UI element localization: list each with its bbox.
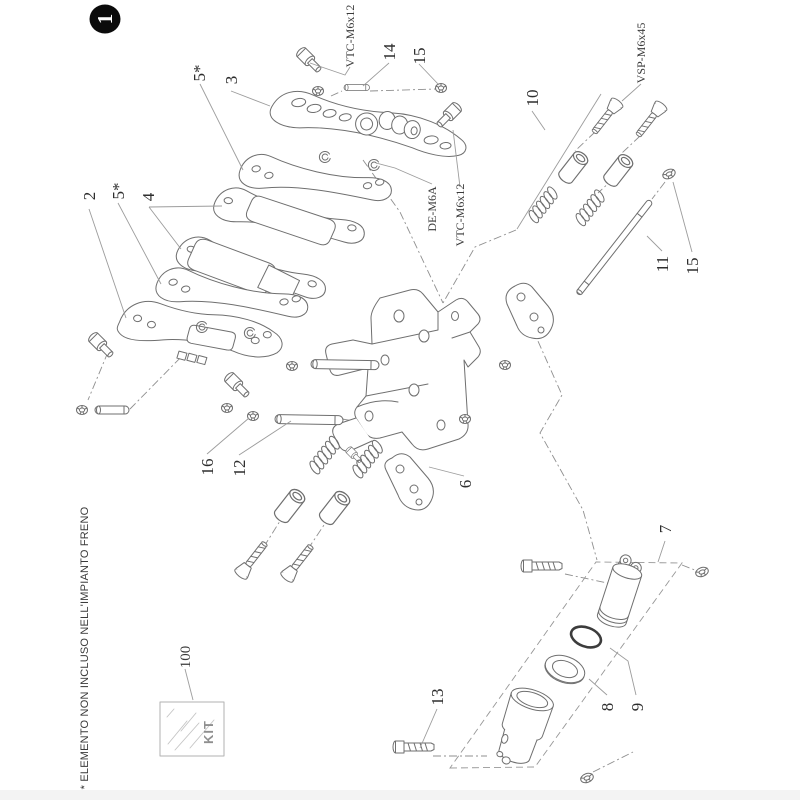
part-nut-left (77, 406, 88, 415)
part-screw-bottom-right (279, 541, 317, 584)
part-lever-plate (117, 301, 283, 366)
part-nut-16 (248, 412, 259, 421)
callout-2: 2 (80, 191, 99, 201)
callout-100: 100 (178, 645, 194, 669)
parts-artwork (77, 46, 710, 784)
part-piston-upper (595, 552, 646, 630)
callout-de-m6a: DE-M6A (425, 186, 439, 232)
callout-13: 13 (428, 688, 447, 706)
part-shim-plate-upper (238, 153, 392, 201)
callout-14: 14 (380, 43, 399, 61)
part-washer-15-rod (661, 167, 677, 180)
part-screw-13 (393, 741, 434, 753)
part-clip-de-m6a-right (368, 160, 379, 171)
callout-12: 12 (230, 459, 249, 477)
callout-15-top: 15 (410, 47, 429, 65)
part-nut-group7-right (694, 566, 709, 579)
callout-4: 4 (139, 192, 158, 202)
part-link-upper (506, 283, 553, 338)
callout-vtc-m6x12-top: VTC-M6x12 (343, 4, 357, 68)
part-nut-caliper-lower (460, 415, 471, 424)
part-bolt-lever (223, 371, 252, 400)
part-screw-group7 (521, 560, 562, 572)
page-footer-strip (0, 790, 800, 800)
group-10-bracket-line (517, 94, 601, 229)
part-pin-left (95, 406, 129, 414)
part-bolt-vtc-top (295, 46, 324, 75)
part-nut-pin-upper (287, 362, 298, 371)
callout-6: 6 (456, 479, 475, 489)
part-o-ring (568, 623, 604, 651)
callout-vsp-m6x45: VSP-M6x45 (634, 22, 648, 84)
figure-number-badge (90, 5, 121, 34)
callout-7: 7 (656, 524, 675, 534)
part-pin-14 (344, 85, 370, 91)
callout-8: 8 (598, 702, 617, 712)
callout-10: 10 (523, 89, 542, 107)
callout-3: 3 (222, 75, 241, 85)
callout-15-rod: 15 (683, 257, 702, 275)
part-pin-upper (311, 360, 379, 370)
part-screw-bottom-left (233, 538, 271, 581)
part-pad-plate-upper (211, 185, 368, 249)
part-clip-de-m6a-left (319, 152, 330, 163)
part-nut-lever-a (222, 404, 233, 413)
callout-9: 9 (628, 702, 647, 712)
part-bolt-vtc-mid (434, 101, 463, 130)
part-pin-12 (275, 415, 343, 425)
callout-16: 16 (198, 458, 217, 476)
callout-5-top: 5* (190, 64, 209, 82)
figure-number: 1 (93, 13, 117, 25)
kit-box-label: KIT (201, 720, 216, 744)
part-link-lower (385, 454, 434, 510)
part-nut-caliper-upper (500, 361, 511, 370)
part-nut-group7-bottom (579, 772, 594, 785)
part-bolt-left (87, 331, 116, 360)
callout-11: 11 (653, 255, 672, 273)
callout-vtc-m6x12-mid: VTC-M6x12 (453, 183, 467, 247)
part-seal-ring (541, 650, 588, 688)
callout-5-left: 5* (109, 182, 128, 200)
footnote-text: * ELEMENTO NON INCLUSO NELL'IMPIANTO FRENO (79, 506, 91, 790)
part-bushing-right (317, 489, 352, 527)
part-caliper-body (326, 290, 481, 452)
part-bushing-left (272, 487, 307, 525)
part-nut-14 (313, 87, 324, 96)
part-nut-15-top (436, 84, 447, 93)
